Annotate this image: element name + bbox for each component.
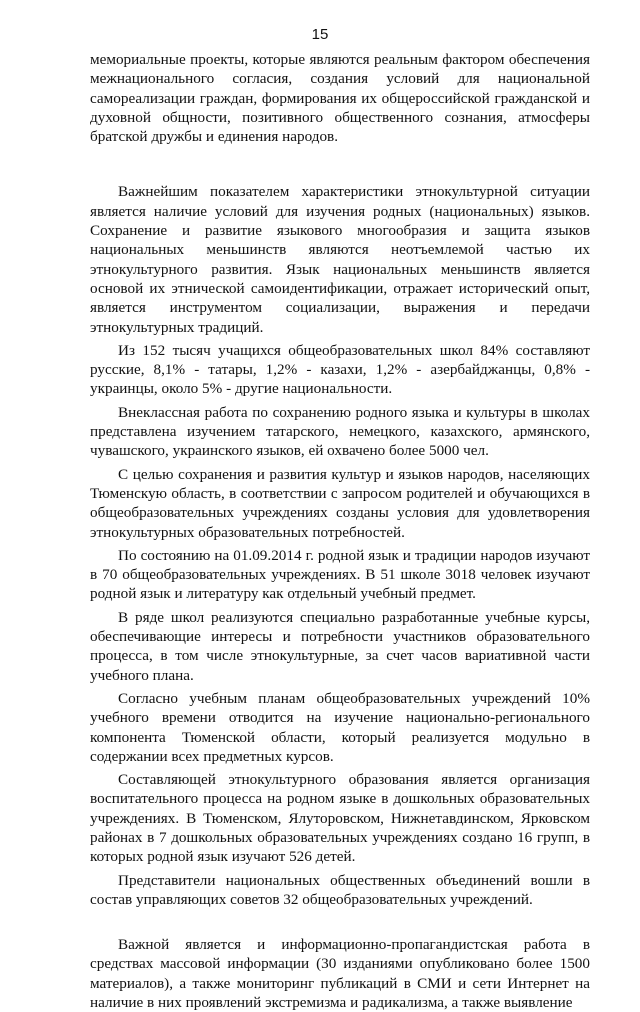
paragraph-2: Важнейшим показателем характеристики этнокультурной ситуации является наличие условий для изучения родных (национальных) языков. Сохранение и развитие языкового многообразия и защита языков национальных меньшинств являются неотъемлемой частью их этнокультурного развития. Язык национальных меньшинств является основой их этнической самоидентификации, отражает исторический опыт, является инструментом социализации, выражения и передачи этнокультурных традиций. xyxy=(90,183,590,336)
paragraph-7: В ряде школ реализуются специально разработанные учебные курсы, обеспечивающие интересы и потребности участников образовательного процесса, в том числе этнокультурные, за счет часов вариативной части учебного плана. xyxy=(90,608,590,684)
paragraph-10: Представители национальных общественных объединений вошли в состав управляющих советов 32 общеобразовательных учреждений. xyxy=(90,871,590,908)
paragraph-8: Согласно учебным планам общеобразовательных учреждений 10% учебного времени отводится на изучение национально-регионального компонента Тюменской области, который реализуется модульно в содержании всех предметных курсов. xyxy=(90,689,590,765)
paragraph-6: По состоянию на 01.09.2014 г. родной язык и традиции народов изучают в 70 общеобразовательных учреждениях. В 51 школе 3018 человек изучают родной язык и литературу как отдельный учебный предмет. xyxy=(90,546,590,603)
paragraph-3: Из 152 тысяч учащихся общеобразовательных школ 84% составляют русские, 8,1% - татары, 1,2% - казахи, 1,2% - азербайджанцы, 0,8% - украинцы, около 5% - другие национальности. xyxy=(90,341,590,398)
paragraph-9: Составляющей этнокультурного образования является организация воспитательного процесса на родном языке в дошкольных образовательных учреждениях. В Тюменском, Ялуторовском, Нижнетавдинском, Ярковском районах в 7 дошкольных образовательных учреждениях создано 16 групп, в которых родной язык изучают 526 детей. xyxy=(90,771,590,866)
paragraph-1: мемориальные проекты, которые являются реальным фактором обеспечения межнационального согласия, создания условий для национальной самореализации граждан, формирования их общероссийской гражданской и духовной общности, позитивного общественного сознания, атмосферы братской дружбы и единения народов. xyxy=(90,51,590,146)
paragraph-5: С целью сохранения и развития культур и языков народов, населяющих Тюменскую область, в соответствии с запросом родителей и обучающихся в общеобразовательных учреждениях созданы условия для удовлетворения этнокультурных образовательных потребностей. xyxy=(90,465,590,541)
document-body xyxy=(90,50,590,1012)
page-number: 15 xyxy=(311,26,329,43)
paragraph-4: Внеклассная работа по сохранению родного языка и культуры в школах представлена изучением татарского, немецкого, казахского, армянского, чувашского, украинского языков, ей охвачено более 5000 чел. xyxy=(90,403,590,460)
paragraph-11: Важной является и информационно-пропагандистская работа в средствах массовой информации (30 изданиями опубликовано более 1500 материалов), а также мониторинг публикаций в СМИ и сети Интернет на наличие в них проявлений экстремизма и радикализма, а также выявление xyxy=(90,936,590,1012)
